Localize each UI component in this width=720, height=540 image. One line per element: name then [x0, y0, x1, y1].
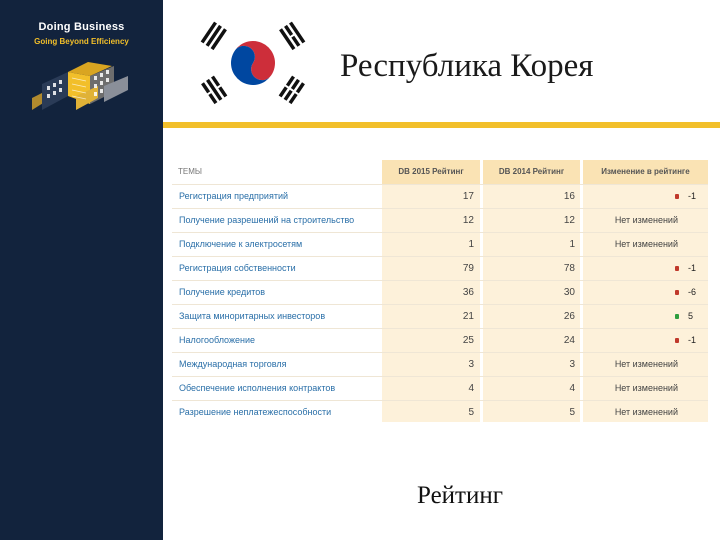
buildings-logo-icon — [28, 52, 133, 112]
row-topic: Защита миноритарных инвесторов — [179, 311, 326, 321]
down-marker-icon — [675, 338, 679, 343]
rank-2014: 1 — [569, 239, 575, 250]
rank-2015: 79 — [462, 263, 474, 274]
down-marker-icon — [675, 290, 679, 295]
brand-subtitle: Going Beyond Efficiency — [34, 37, 129, 46]
header-topics: ТЕМЫ — [178, 167, 202, 176]
table-row — [172, 208, 708, 232]
header-db2014: DB 2014 Рейтинг — [483, 160, 580, 184]
table-row — [172, 280, 708, 304]
row-topic: Налогообложение — [179, 335, 255, 345]
slide-caption: Рейтинг — [417, 482, 503, 509]
change-text: Нет изменений — [614, 239, 678, 249]
rank-2015: 17 — [462, 191, 474, 202]
rank-2015: 4 — [468, 383, 474, 394]
change-number: -1 — [688, 335, 697, 345]
slide-title: Республика Корея — [340, 48, 594, 84]
header-db2015: DB 2015 Рейтинг — [382, 160, 480, 184]
rank-2015: 5 — [468, 407, 474, 418]
down-marker-icon — [675, 266, 679, 271]
accent-bar — [163, 122, 720, 128]
rank-2014: 16 — [563, 191, 575, 202]
change-number: 5 — [688, 311, 694, 321]
table-row — [172, 184, 708, 208]
row-topic: Регистрация предприятий — [179, 191, 289, 201]
table-row — [172, 328, 708, 352]
rank-2014: 12 — [563, 215, 575, 226]
rank-2015: 3 — [468, 359, 474, 370]
rank-2014: 4 — [569, 383, 575, 394]
row-topic: Разрешение неплатежеспособности — [179, 407, 332, 417]
up-marker-icon — [675, 314, 679, 319]
table-row — [172, 400, 708, 424]
ranking-table — [172, 160, 708, 422]
table-row — [172, 256, 708, 280]
rank-2014: 26 — [563, 311, 575, 322]
rank-2015: 21 — [462, 311, 474, 322]
table-row — [172, 232, 708, 256]
row-topic: Регистрация собственности — [179, 263, 296, 273]
header-change: Изменение в рейтинге — [583, 160, 708, 184]
rank-2014: 30 — [563, 287, 575, 298]
row-topic: Получение разрешений на строительство — [179, 215, 355, 225]
table-header — [172, 160, 708, 184]
row-topic: Обеспечение исполнения контрактов — [179, 383, 336, 393]
rank-2015: 1 — [468, 239, 474, 250]
left-sidebar — [0, 0, 163, 540]
rank-2014: 78 — [563, 263, 575, 274]
brand-block — [0, 0, 163, 122]
table-row — [172, 304, 708, 328]
row-topic: Подключение к электросетям — [179, 239, 303, 249]
rank-2014: 5 — [569, 407, 575, 418]
change-number: -1 — [688, 191, 697, 201]
change-text: Нет изменений — [614, 359, 678, 369]
rank-2014: 3 — [569, 359, 575, 370]
change-text: Нет изменений — [614, 383, 678, 393]
table-row — [172, 352, 708, 376]
down-marker-icon — [675, 194, 679, 199]
rank-2014: 24 — [563, 335, 575, 346]
rank-2015: 12 — [462, 215, 474, 226]
change-text: Нет изменений — [614, 407, 678, 417]
change-number: -1 — [688, 263, 697, 273]
brand-title: Doing Business — [38, 21, 125, 33]
table-row — [172, 376, 708, 400]
row-topic: Международная торговля — [179, 359, 287, 369]
change-number: -6 — [688, 287, 697, 297]
korea-flag-icon — [196, 18, 310, 108]
rank-2015: 25 — [462, 335, 474, 346]
row-topic: Получение кредитов — [179, 287, 266, 297]
rank-2015: 36 — [462, 287, 474, 298]
change-text: Нет изменений — [614, 215, 678, 225]
